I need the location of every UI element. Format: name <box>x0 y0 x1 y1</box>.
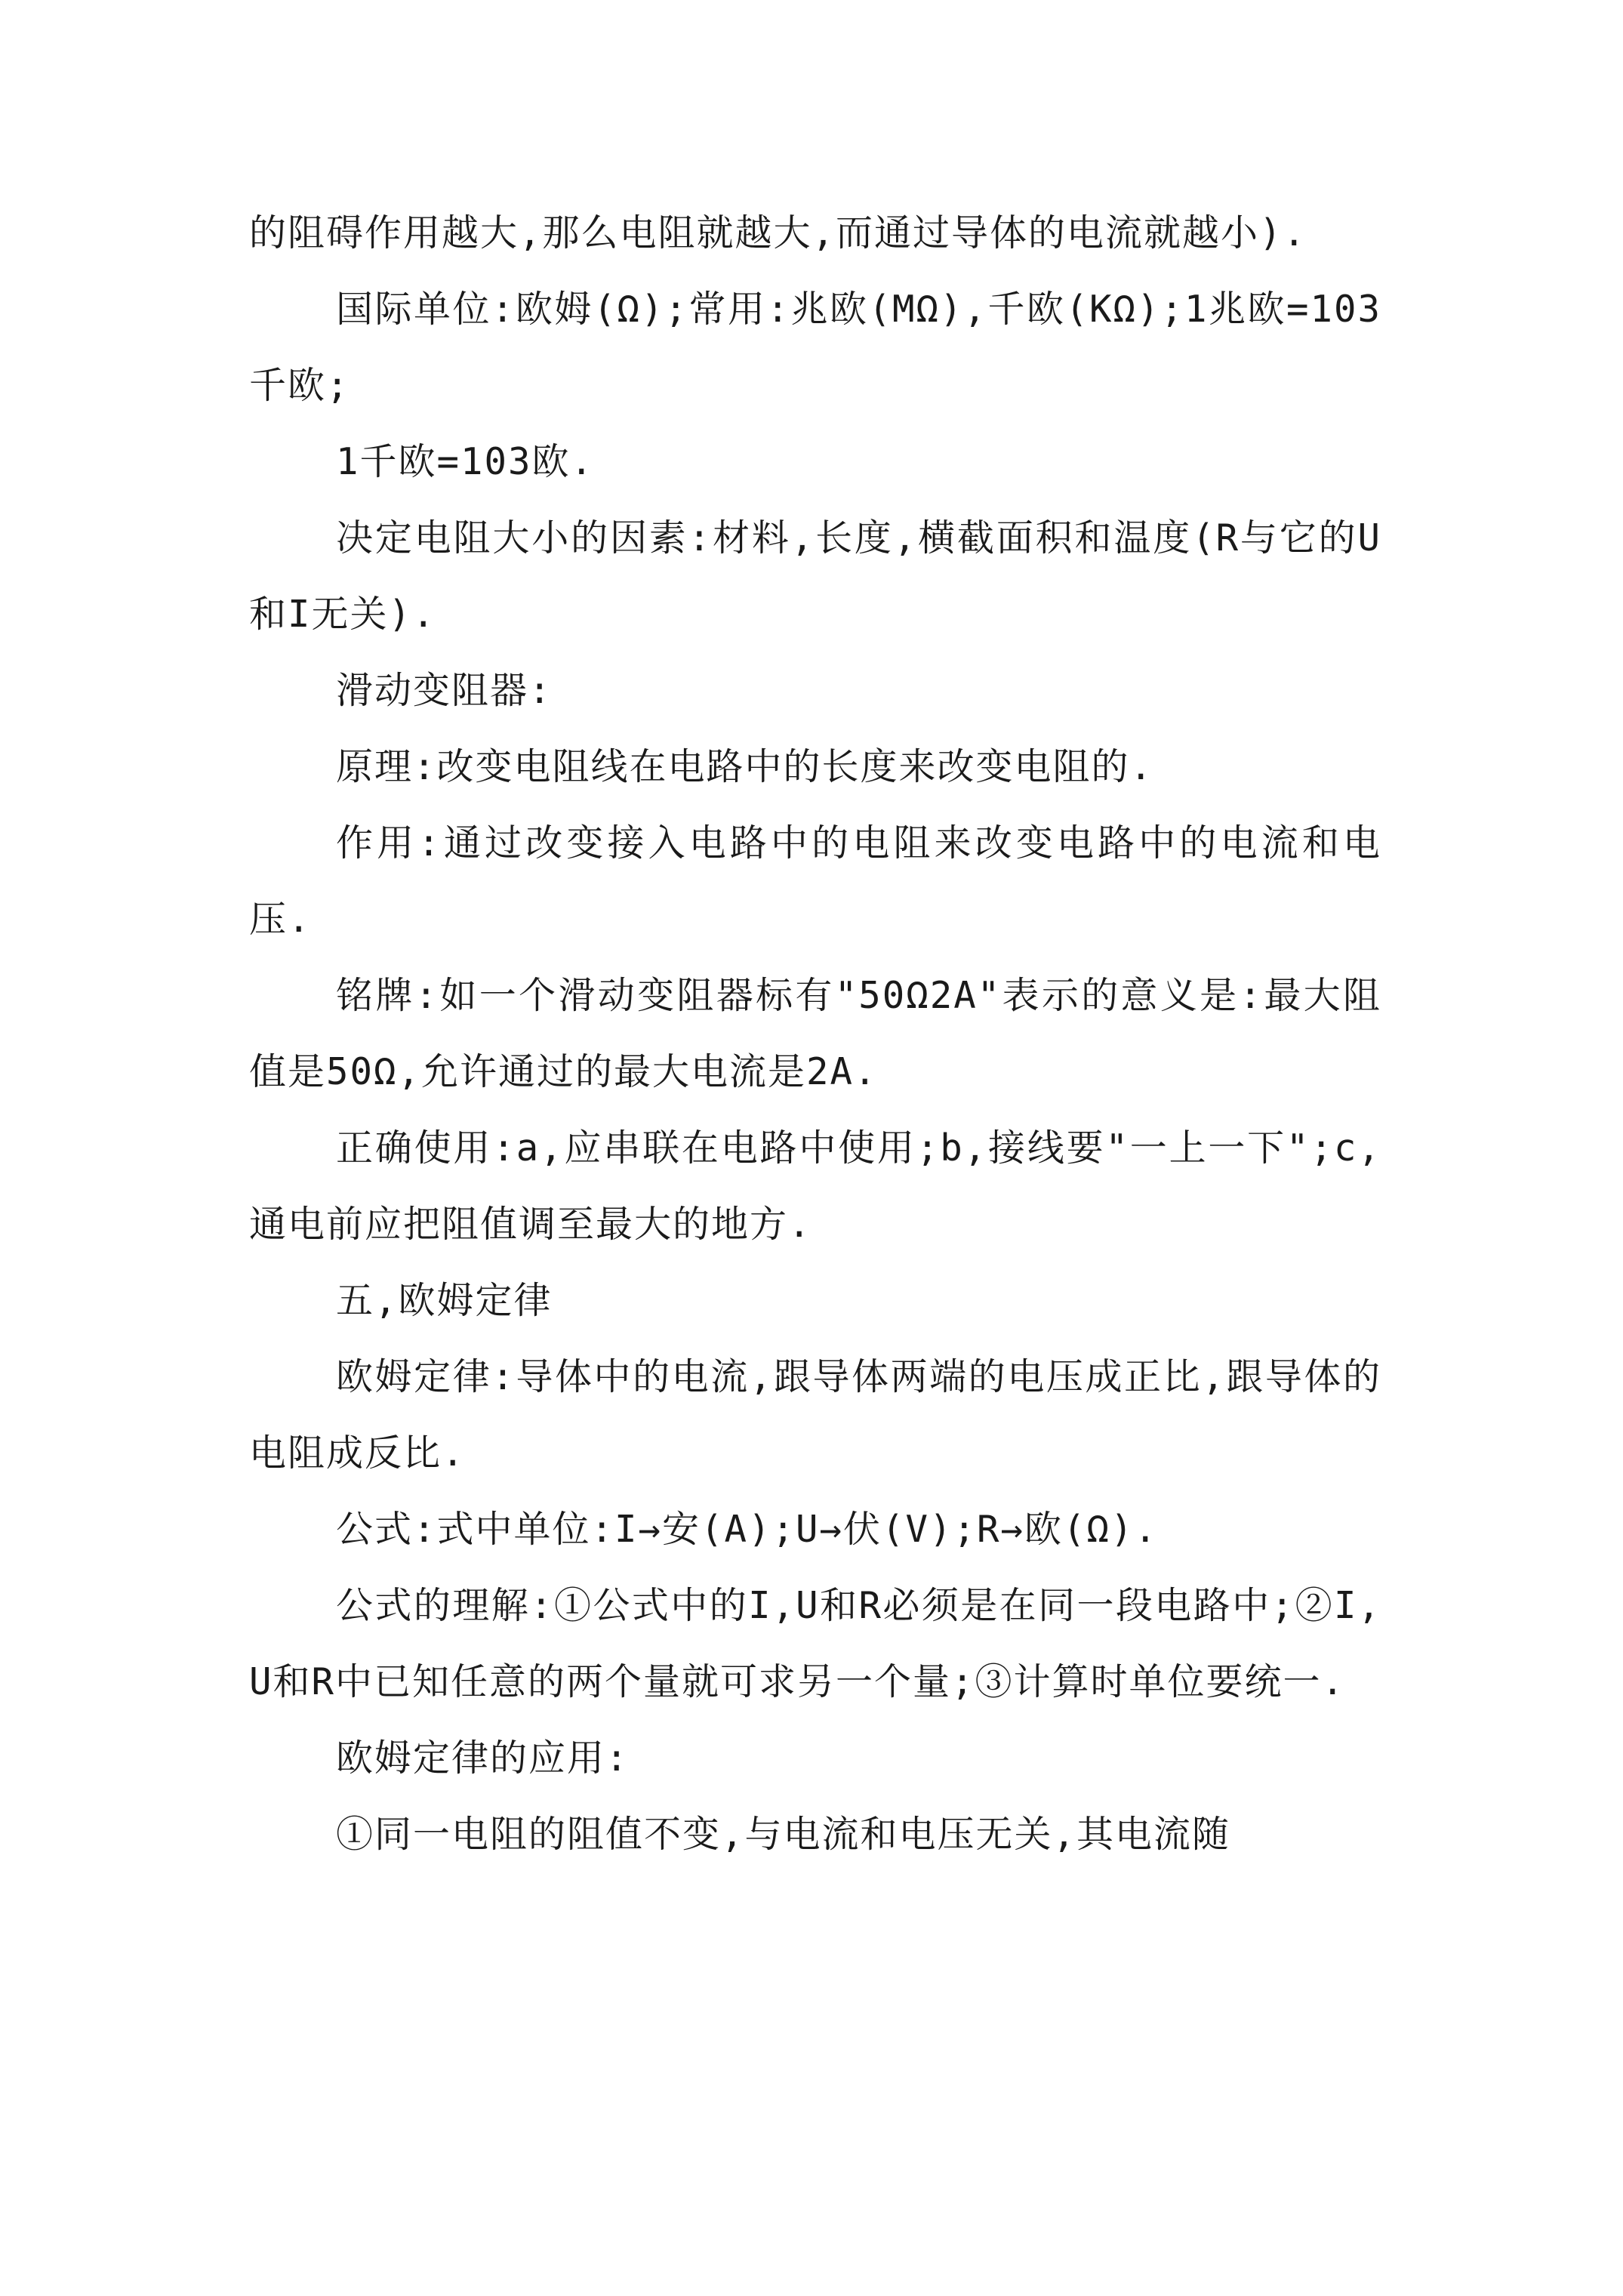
paragraph-rheostat-heading: 滑动变阻器: <box>336 669 553 712</box>
paragraph-rheostat-usage: 正确使用:a,应串联在电路中使用;b,接线要"一上一下";c,通电前应把阻值调至最大的地方. <box>249 1126 1381 1246</box>
paragraph-resistance-continued: 的阻碍作用越大,那么电阻就越大,而通过导体的电流就越小). <box>249 211 1307 254</box>
paragraph-formula-understanding: 公式的理解:①公式中的I,U和R必须是在同一段电路中;②I,U和R中已知任意的两个量就可求另一个量;③计算时单位要统一. <box>249 1584 1381 1703</box>
section-heading-ohms-law: 五,欧姆定律 <box>336 1279 553 1322</box>
document-body <box>249 195 1381 1872</box>
paragraph-rheostat-principle: 原理:改变电阻线在电路中的长度来改变电阻的. <box>336 745 1154 788</box>
paragraph-rheostat-function: 作用:通过改变接入电路中的电阻来改变电路中的电流和电压. <box>249 821 1381 941</box>
paragraph-resistance-factors: 决定电阻大小的因素:材料,长度,横截面积和温度(R与它的U和I无关). <box>249 516 1381 636</box>
paragraph-kilo-ohm: 1千欧=103欧. <box>336 440 595 483</box>
paragraph-rheostat-nameplate: 铭牌:如一个滑动变阻器标有"50Ω2A"表示的意义是:最大阻值是50Ω,允许通过的最大电流是2A. <box>249 974 1381 1093</box>
paragraph-ohms-law-definition: 欧姆定律:导体中的电流,跟导体两端的电压成正比,跟导体的电阻成反比. <box>249 1355 1381 1475</box>
paragraph-application-item-1: ①同一电阻的阻值不变,与电流和电压无关,其电流随 <box>336 1813 1231 1856</box>
paragraph-ohms-law-application: 欧姆定律的应用: <box>336 1737 630 1780</box>
paragraph-si-unit: 国际单位:欧姆(Ω);常用:兆欧(MΩ),千欧(KΩ);1兆欧=103千欧; <box>249 288 1381 407</box>
paragraph-formula-units: 公式:式中单位:I→安(A);U→伏(V);R→欧(Ω). <box>336 1508 1159 1551</box>
